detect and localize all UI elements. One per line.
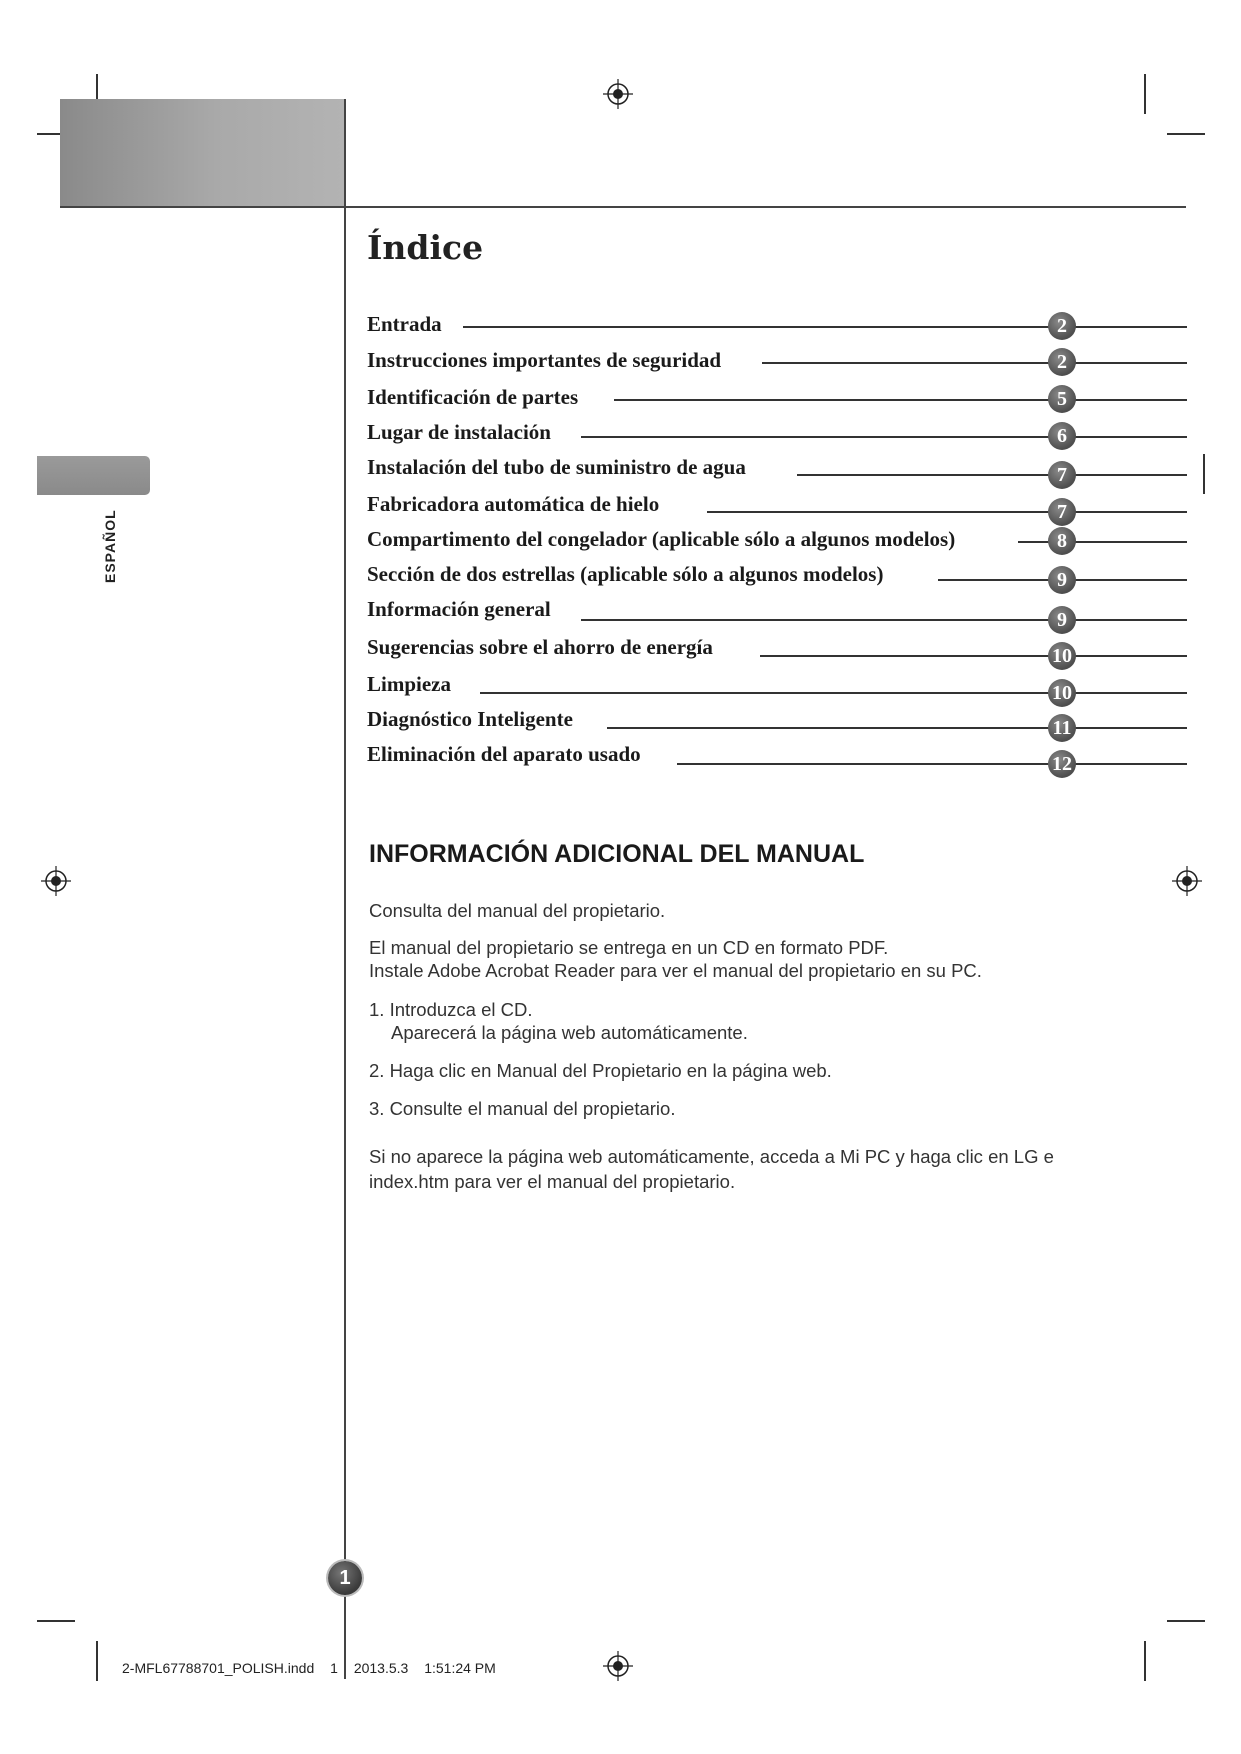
- toc-leader-line: [1018, 541, 1187, 543]
- toc-item-label: Sugerencias sobre el ahorro de energía: [367, 635, 725, 660]
- toc-item-label: Entrada: [367, 312, 454, 337]
- toc-item[interactable]: [367, 348, 1187, 378]
- toc-page-badge: 2: [1048, 348, 1076, 376]
- manual-info-title: INFORMACIÓN ADICIONAL DEL MANUAL: [369, 840, 865, 868]
- manual-info-text: Instale Adobe Acrobat Reader para ver el manual del propietario en su PC.: [369, 960, 982, 981]
- manual-info-text: index.htm para ver el manual del propietario.: [369, 1171, 736, 1192]
- toc-page-badge: 9: [1048, 606, 1076, 634]
- header-gray-block: [60, 99, 344, 207]
- crop-mark-bottom-right-v: [1144, 1641, 1146, 1681]
- toc-item-label: Fabricadora automática de hielo: [367, 492, 671, 517]
- footer-page: 1: [330, 1660, 338, 1676]
- toc-leader-line: [797, 474, 1187, 476]
- toc-item[interactable]: [367, 385, 1187, 415]
- toc-item-label: Sección de dos estrellas (aplicable sólo a algunos modelos): [367, 562, 895, 587]
- toc-item-label: Instalación del tubo de suministro de agua: [367, 455, 758, 480]
- footer-slug: [122, 1660, 508, 1676]
- toc-leader-line: [762, 362, 1187, 364]
- toc-item-label: Diagnóstico Inteligente: [367, 707, 585, 732]
- manual-info-text: Si no aparece la página web automáticamente, acceda a Mi PC y haga clic en LG e: [369, 1146, 1054, 1167]
- toc-page-badge: 8: [1048, 527, 1076, 555]
- header-rule: [60, 206, 1186, 208]
- manual-step-text: Aparecerá la página web automáticamente.: [391, 1022, 748, 1043]
- footer-time: 1:51:24 PM: [424, 1660, 496, 1676]
- registration-mark-right-icon: [1172, 866, 1202, 896]
- toc-item[interactable]: [367, 492, 1187, 522]
- crop-mark-right-mid: [1203, 454, 1205, 494]
- toc-leader-line: [614, 399, 1187, 401]
- toc-item[interactable]: [367, 707, 1187, 737]
- language-tab: [37, 456, 150, 495]
- crop-mark-bottom-right-h: [1167, 1620, 1205, 1622]
- toc-item[interactable]: [367, 420, 1187, 450]
- toc-page-badge: 12: [1048, 750, 1076, 778]
- footer-file: 2-MFL67788701_POLISH.indd: [122, 1660, 315, 1676]
- toc-page-badge: 2: [1048, 312, 1076, 340]
- toc-leader-line: [760, 655, 1187, 657]
- toc-page-badge: 7: [1048, 461, 1076, 489]
- page-number-badge: 1: [328, 1561, 362, 1595]
- registration-mark-bottom-icon: [603, 1651, 633, 1681]
- toc-leader-line: [707, 511, 1187, 513]
- crop-mark-top-right-v: [1144, 74, 1146, 114]
- manual-step-text: 1. Introduzca el CD.: [369, 999, 533, 1020]
- toc-item[interactable]: [367, 527, 1187, 557]
- toc-item-label: Lugar de instalación: [367, 420, 563, 445]
- page-title: Índice: [367, 228, 484, 267]
- toc-item-label: Compartimento del congelador (aplicable sólo a algunos modelos): [367, 527, 967, 552]
- crop-mark-bottom-left-h: [37, 1620, 75, 1622]
- toc-item-label: Identificación de partes: [367, 385, 590, 410]
- toc-page-badge: 9: [1048, 566, 1076, 594]
- manual-info-text: Consulta del manual del propietario.: [369, 900, 666, 921]
- registration-mark-left-icon: [41, 866, 71, 896]
- toc-page-badge: 10: [1048, 642, 1076, 670]
- manual-info-paragraph: [369, 899, 665, 922]
- crop-mark-top-right-h: [1167, 133, 1205, 135]
- toc-leader-line: [463, 326, 1187, 328]
- toc-leader-line: [677, 763, 1187, 765]
- manual-info-text: El manual del propietario se entrega en un CD en formato PDF.: [369, 937, 889, 958]
- page-vertical-rule: [344, 99, 346, 1679]
- manual-step-3: [369, 1097, 675, 1120]
- toc-item-label: Limpieza: [367, 672, 463, 697]
- manual-step-text: 2. Haga clic en Manual del Propietario en la página web.: [369, 1060, 832, 1081]
- manual-info-paragraph: [369, 936, 982, 982]
- toc-page-badge: 10: [1048, 679, 1076, 707]
- toc-leader-line: [607, 727, 1187, 729]
- toc-item[interactable]: [367, 742, 1187, 775]
- toc-item-label: Información general: [367, 597, 563, 622]
- manual-info-paragraph: [369, 1144, 1054, 1194]
- toc-page-badge: 11: [1048, 714, 1076, 742]
- manual-step-2: [369, 1059, 832, 1082]
- crop-mark-bottom-left-v: [96, 1641, 98, 1681]
- toc-item[interactable]: [367, 635, 1187, 665]
- toc-page-badge: 7: [1048, 498, 1076, 526]
- toc-leader-line: [480, 692, 1187, 694]
- toc-item-label: Instrucciones importantes de seguridad: [367, 348, 733, 373]
- toc-item[interactable]: [367, 562, 1187, 592]
- language-label: ESPAÑOL: [102, 509, 118, 583]
- toc-page-badge: 6: [1048, 422, 1076, 450]
- toc-page-badge: 5: [1048, 385, 1076, 413]
- footer-date: 2013.5.3: [353, 1660, 409, 1676]
- toc-leader-line: [581, 436, 1187, 438]
- manual-step-1: [369, 998, 748, 1044]
- toc-item[interactable]: [367, 312, 1187, 342]
- registration-mark-top-icon: [603, 79, 633, 109]
- manual-step-text: 3. Consulte el manual del propietario.: [369, 1098, 676, 1119]
- toc-item[interactable]: [367, 455, 1187, 485]
- toc-leader-line: [581, 619, 1187, 621]
- toc-item-label: Eliminación del aparato usado: [367, 742, 653, 767]
- toc-item[interactable]: [367, 672, 1187, 702]
- toc-item[interactable]: [367, 597, 1187, 631]
